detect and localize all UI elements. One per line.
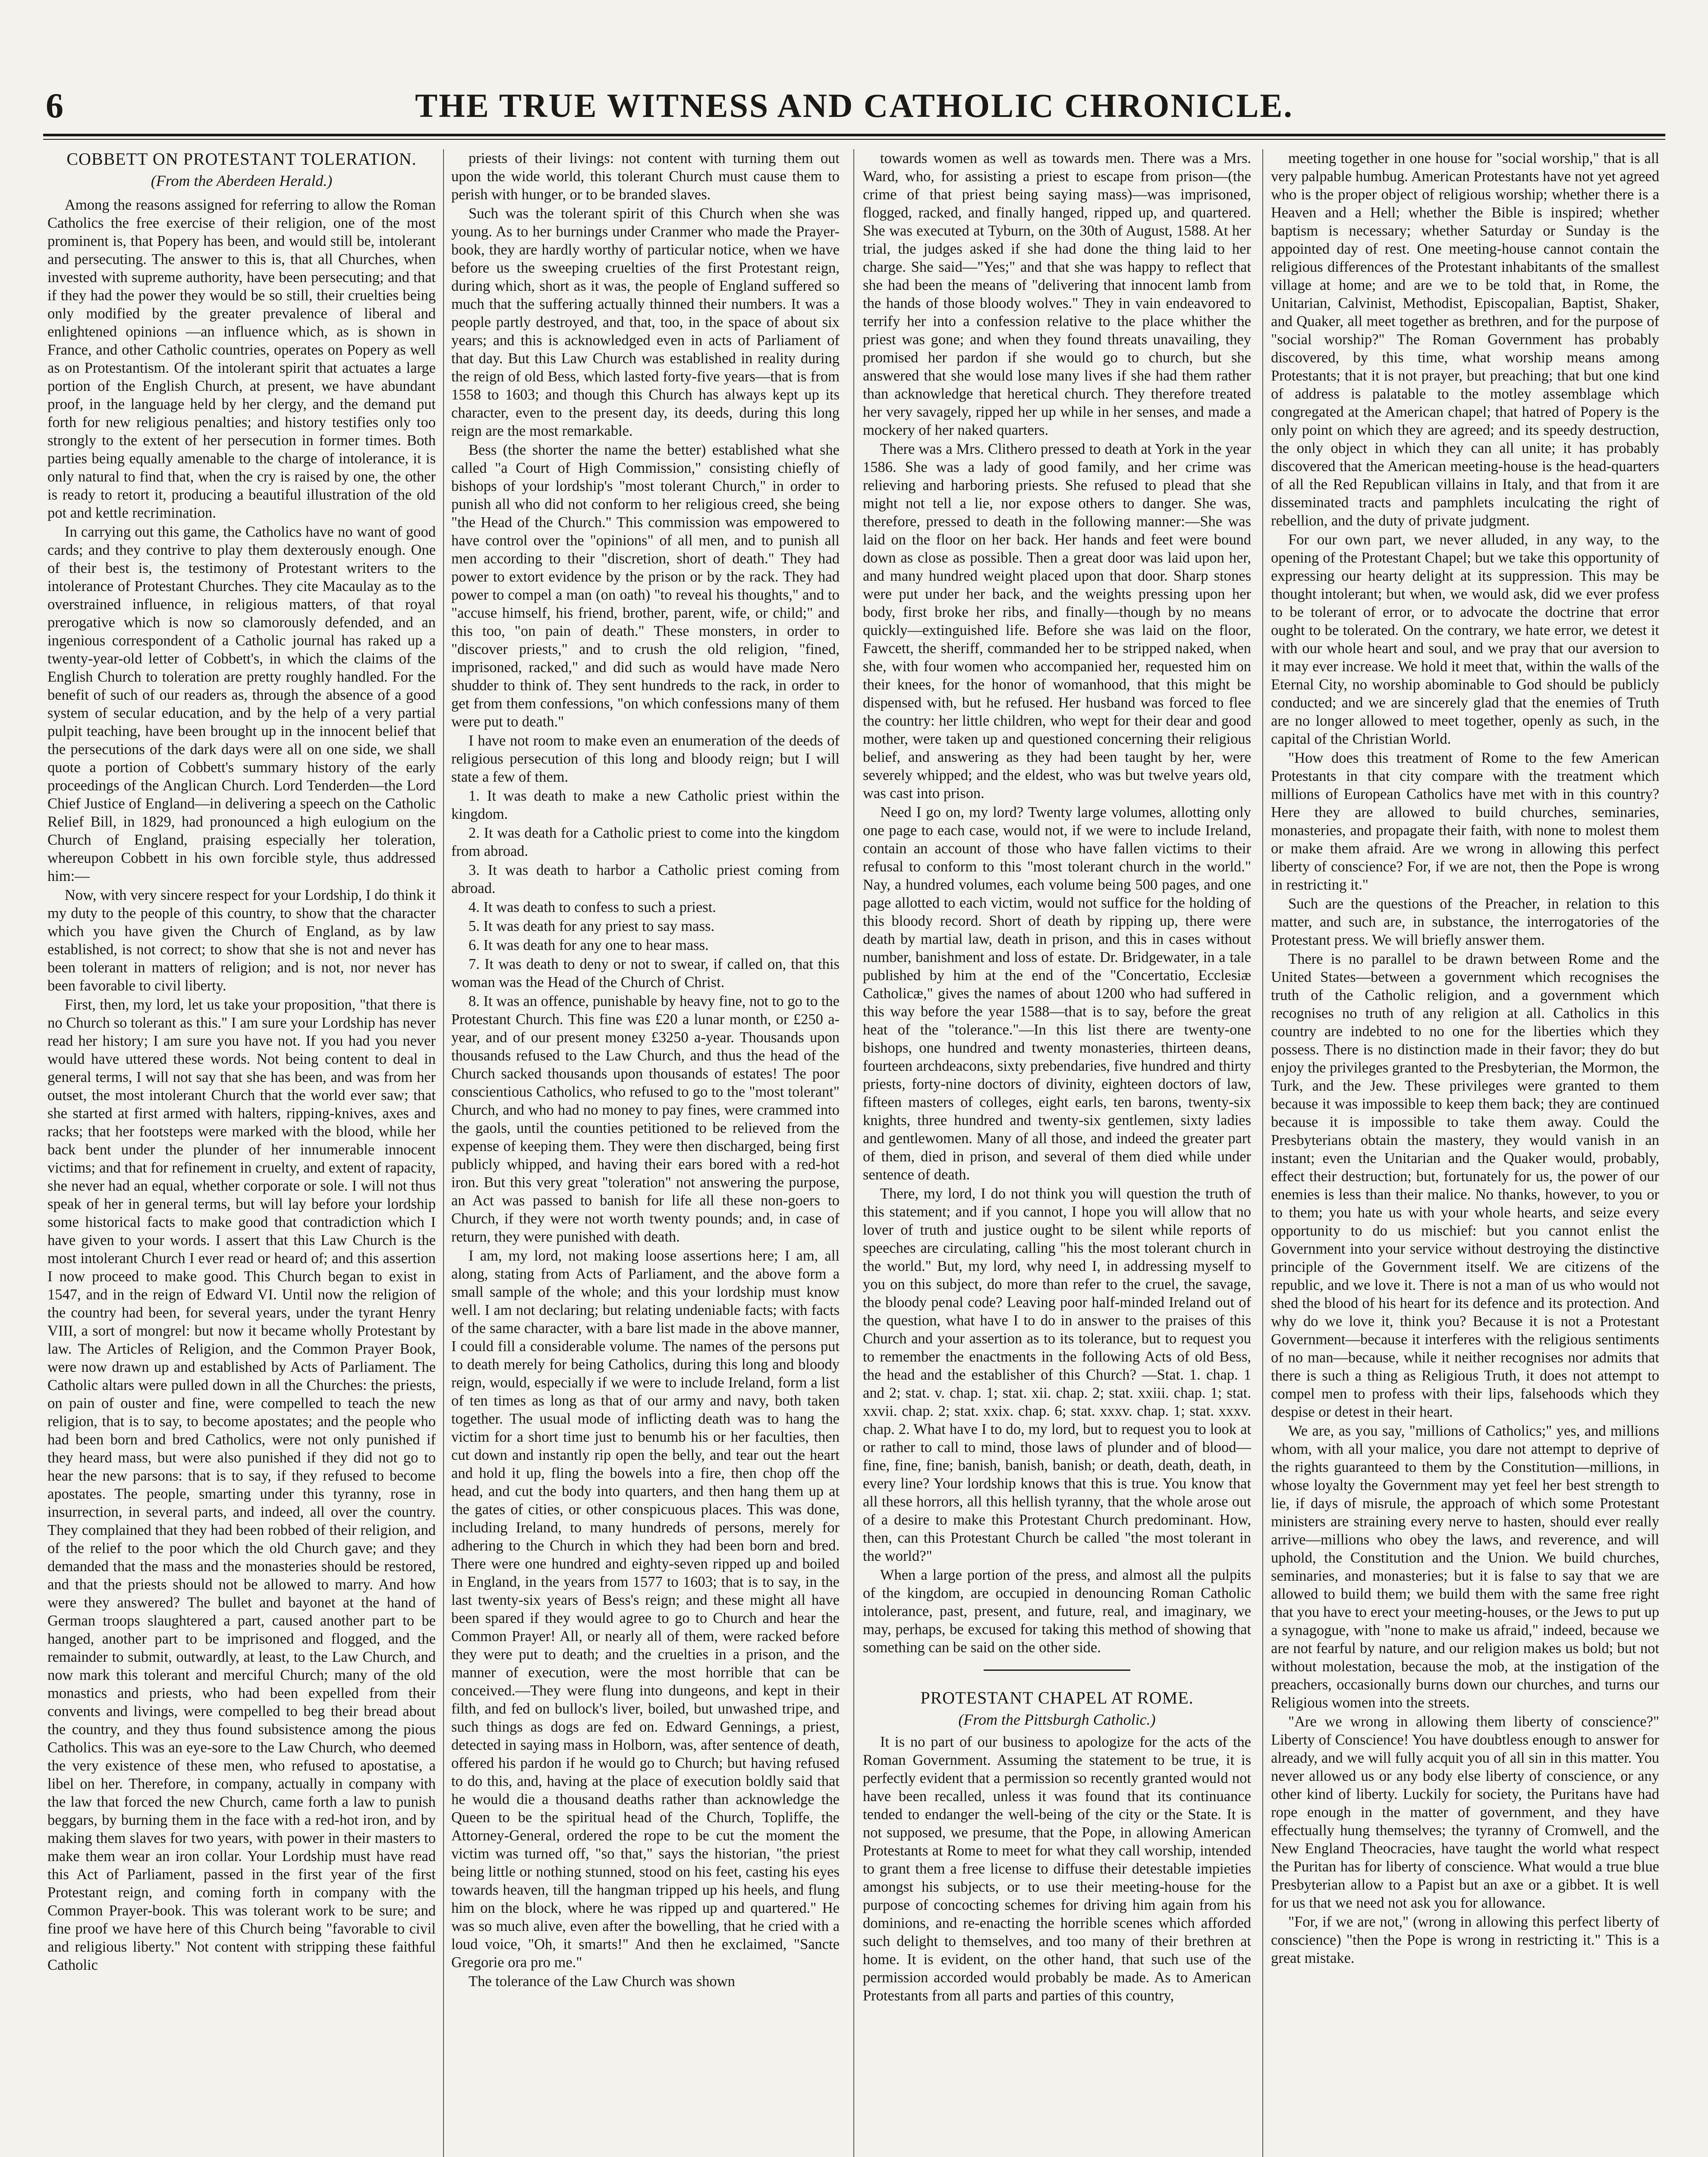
paragraph: 6. It was death for any one to hear mass. bbox=[469, 937, 709, 953]
paragraph: 4. It was death to confess to such a priest. bbox=[469, 899, 716, 915]
column-4 bbox=[1271, 149, 1659, 2157]
paragraph: Now, with very sincere respect for your Lordship, I do think it my duty to the people of this country, to show that the character which you have given the Church of England, as by law established, is not correct; to show that she is not and never has been tolerant in matters of religion; and is not, nor never has been favorable to civil liberty. bbox=[47, 887, 436, 994]
paragraph: We are, as you say, "millions of Catholics;" yes, and millions whom, with all your malice, you dare not attempt to deprive of the rights guaranteed to them by the Constitution—millions, in whose loyalty the Government may yet feel her best strength to lie, if days of misrule, the approach of which some Protestant ministers are straining every nerve to hasten, should ever really arrive—millions who obey the laws, and reverence, and will uphold, the Constitution and the Union. We build churches, seminaries, and monasteries; but it is false to say that we are allowed to build them; we build them with the same free right that you have to erect your meeting-houses, or the Jews to put up a synagogue, with "none to make us afraid," indeed, because we are not fearful by nature, and our religion makes us bold; but not without molestation, because the mob, at the instigation of the preachers, occasionally burns down our churches, and turns our Religious women into the streets. bbox=[1271, 1423, 1659, 1711]
paragraph: 8. It was an offence, punishable by heavy fine, not to go to the Protestant Church. This fine was £20 a lunar month, or £250 a-year, and of our present money £3250 a-year. Thousands upon thousands refused to the Law Church, and thus the head of the Church sacked thousands upon thousands of estates! The poor conscientious Catholics, who refused to go to the "most tolerant" Church, and who had no money to pay fines, were crammed into the gaols, until the counties petitioned to be relieved from the expense of keeping them. They were then discharged, being first publicly whipped, and having their ears bored with a red-hot iron. But this very great "toleration" not answering the purpose, an Act was passed to banish for life all these non-goers to Church, if they were not worth twenty pounds; and, in case of return, they were punished with death. bbox=[451, 993, 840, 1245]
page-number: 6 bbox=[46, 86, 63, 125]
column-2 bbox=[451, 149, 840, 2157]
column-divider bbox=[443, 149, 444, 2157]
paragraph: For our own part, we never alluded, in any way, to the opening of the Protestant Chapel; but we take this opportunity of expressing our hearty delight at its suppression. This may be thought intolerant; but when, we would ask, did we ever profess to be tolerant of error, or to advocate the doctrine that error ought to be tolerated. On the contrary, we hate error, we detest it with our whole heart and soul, and we pray that our aversion to it may ever increase. We hold it meet that, within the walls of the Eternal City, no worship abominable to God should be publicly conducted; and we are sincerely glad that the enemies of Truth are no longer allowed to meet together, openly as such, in the capital of the Christian World. bbox=[1271, 531, 1659, 747]
paragraph: "For, if we are not," (wrong in allowing this perfect liberty of conscience) "then the Pope is wrong in restricting it." This is a great mistake. bbox=[1271, 1914, 1659, 1966]
column-divider bbox=[853, 149, 854, 2157]
paragraph: Such are the questions of the Preacher, in relation to this matter, and such are, in substance, the interrogatories of the Protestant press. We will briefly answer them. bbox=[1271, 896, 1659, 948]
paragraph: 2. It was death for a Catholic priest to come into the kingdom from abroad. bbox=[451, 825, 840, 859]
article-source: (From the Pittsburgh Catholic.) bbox=[958, 1711, 1156, 1728]
newspaper-title: THE TRUE WITNESS AND CATHOLIC CHRONICLE. bbox=[415, 87, 1293, 124]
paragraph: When a large portion of the press, and almost all the pulpits of the kingdom, are occupied in denouncing Roman Catholic intolerance, past, present, and future, real, and imaginary, we may, perhaps, be excused for taking this method of showing that something can be said on the other side. bbox=[863, 1567, 1251, 1656]
paragraph: Such was the tolerant spirit of this Church when she was young. As to her burnings under Cranmer who made the Prayer-book, they are hardly worthy of particular notice, when we have before us the sweeping cruelties of the first Protestant reign, during which, short as it was, the people of England suffered so much that the suffering actually thinned their numbers. It was a people partly destroyed, and that, too, in the space of about six years; and this is acknowledged even in acts of Parliament of that day. But this Law Church was established in reality during the reign of old Bess, which lasted forty-five years—that is from 1558 to 1603; and though this Church has always kept up its character, even to the present day, its deeds, during this long reign are the most remarkable. bbox=[451, 205, 840, 439]
article-body bbox=[451, 149, 840, 1990]
paragraph: Need I go on, my lord? Twenty large volumes, allotting only one page to each case, would not, if we were to include Ireland, contain an account of those who have fallen victims to their refusal to conform to this "most tolerant church in the world." Nay, a hundred volumes, each volume being 500 pages, and one page allotted to each victim, would not suffice for the holding of this bloody record. Short of death by ripping up, there were death by martial law, death in prison, and this in cases without number, banishment and loss of estate. Dr. Bridgewater, in a tale published by him at the end of the "Concertatio, Ecclesiæ Catholicæ," gives the names of about 1200 who had suffered in this way before the year 1588—that is to say, before the great heat of the "tolerance."—In this list there are twenty-one bishops, one hundred and twenty monasteries, thirteen deans, fourteen archdeacons, sixty prebendaries, five hundred and thirty priests, forty-nine doctors of divinity, eighteen doctors of law, fifteen masters of colleges, eight earls, ten barons, twenty-six knights, three hundred and twenty-six gentlemen, sixty ladies and gentlewomen. Many of all those, and indeed the greater part of them, died in prison, and several of them died while under sentence of death. bbox=[863, 804, 1251, 1183]
paragraph: The tolerance of the Law Church was shown bbox=[469, 1973, 735, 1990]
paragraph: towards women as well as towards men. There was a Mrs. Ward, who, for assisting a priest to escape from prison—(the crime of that priest being saying mass)—was imprisoned, flogged, racked, and finally hanged, ripped up, and quartered. She was executed at Tyburn, on the 30th of August, 1588. At her trial, the judges asked if she had done the thing laid to her charge. She said—"Yes;" and that she was happy to reflect that she had been the means of "delivering that innocent lamb from the hands of those bloody wolves." They in vain endeavored to terrify her into a confession relative to the place whither the priest was gone; and when they found threats unavailing, they promised her pardon if she would go to church, but she answered that she would lose many lives if she had them rather than acknowledge that heretical church. They therefore treated her very savagely, ripped her up while in her senses, and made a mockery of her naked quarters. bbox=[863, 150, 1251, 438]
paragraph: meeting together in one house for "social worship," that is all very palpable humbug. American Protestants have not yet agreed who is the proper object of religious worship; whether there is a Heaven and a Hell; whether the Bible is inspired; whether baptism is necessary; whether Saturday or Sunday is the appointed day of rest. One meeting-house cannot contain the religious differences of the Protestant inhabitants of the smallest village at home; and are we to be told that, in Rome, the Unitarian, Calvinist, Methodist, Episcopalian, Baptist, Shaker, and Quaker, all meet together as brethren, and for the purpose of "social worship?" The Roman Government has probably discovered, by this time, what worship means among Protestants; that it is not prayer, but preaching; that but one kind of address is palatable to the motley assemblage which congregated at the American chapel; that hatred of Popery is the only point on which they are agreed; and its speedy destruction, the only object in which they can all unite; it has probably discovered that the American meeting-house is the head-quarters of all the Red Republican villains in Italy, and that from it are disseminated tracts and pamphlets inculcating the right of rebellion, and the duty of private judgment. bbox=[1271, 150, 1659, 529]
masthead-rule-thin bbox=[43, 139, 1665, 140]
article-headline: COBBETT ON PROTESTANT TOLERATION. bbox=[66, 149, 417, 169]
paragraph: It is no part of our business to apologize for the acts of the Roman Government. Assuming the statement to be true, it is perfectly evident that a permission so recently granted would not have been recalled, unless it was found that its continuance tended to endanger the well-being of the city or the State. It is not supposed, we presume, that the Pope, in allowing American Protestants at Rome to meet for what they call worship, intended to grant them a free license to diffuse their detestable impieties amongst his subjects, or to use their meeting-house for the purpose of concocting schemes for driving him again from his dominions, and re-enacting the horrible scenes which afforded such delight to themselves, and too many of their brethren at home. It is evident, on the other hand, that such use of the permission accorded would probably be made. As to American Protestants from all parts and parties of this country, bbox=[863, 1734, 1251, 2004]
paragraph: In carrying out this game, the Catholics have no want of good cards; and they contrive to play them dexterously enough. One of their best is, the testimony of Protestant writers to the intolerance of Protestant Churches. They cite Macaulay as to the overstrained influence, in religious matters, of that royal prerogative which is now so clamorously defended, and an ingenious correspondent of a Catholic journal has raked up a twenty-year-old letter of Cobbett's, in which the claims of the English Church to toleration are pretty roughly handled. For the benefit of such of our readers as, through the absence of a good system of secular education, and by the help of a very partial pulpit teaching, have been brought up in the innocent belief that the persecutions of the dark days were all on one side, we shall quote a portion of Cobbett's summary history of the early proceedings of the Anglican Church. Lord Tenderden—the Lord Chief Justice of England—in delivering a speech on the Catholic Relief Bill, in 1829, had pronounced a high eulogium on the Church of England, praising especially her toleration, whereupon Cobbett in his own forcible style, thus addressed him:— bbox=[47, 524, 436, 884]
masthead bbox=[43, 82, 1665, 129]
article-body bbox=[863, 149, 1251, 1657]
paragraph: I am, my lord, not making loose assertions here; I am, all along, stating from Acts of Parliament, and the above form a small sample of the whole; and this your lordship must know well. I am not declaring; but relating undeniable facts; with facts of the same character, with a bare list made in the above manner, I could fill a considerable volume. The names of the persons put to death merely for being Catholics, during this long and bloody reign, would, especially if we were to include Ireland, form a list of ten times as long as that of our army and navy, both taken together. The usual mode of inflicting death was to hang the victim for a short time just to benumb his or her faculties, then cut down and instantly rip open the belly, and tear out the heart and hold it up, fling the bowels into a fire, then chop off the head, and cut the body into quarters, and then hang them up at the gates of cities, or other conspicuous places. This was done, including Ireland, to many hundreds of persons, merely for adhering to the Church in which they had been born and bred. There were one hundred and eighty-seven ripped up and boiled in England, in the years from 1577 to 1603; that is to say, in the last twenty-six years of Bess's reign; and these might all have been spared if they would agree to go to Church and hear the Common Prayer! All, or nearly all of them, were racked before they were put to death; and the cruelties in a prison, and the manner of execution, were the most horrible that can be conceived.—They were flung into dungeons, and kept in their filth, and fed on bullock's liver, boiled, but unwashed tripe, and such things as dogs are fed on. Edward Gennings, a priest, detected in saying mass in Holborn, was, after sentence of death, offered his pardon if he would go to Church; but having refused to do this, and, having at the place of execution boldly said that he would die a thousand deaths rather than acknowledge the Queen to be the spiritual head of the Church, Topliffe, the Attorney-General, ordered the rope to be cut the moment the victim was turned off, "so that," says the historian, "the priest being little or nothing stunned, stood on his feet, casting his eyes towards heaven, till the hangman tripped up his heels, and flung him on the block, where he was ripped up and quartered." He was so much alive, even after the bowelling, that he cried with a loud voice, "Oh, it smarts!" And then he exclaimed, "Sancte Gregorie ora pro me." bbox=[451, 1248, 840, 1971]
paragraph: There was a Mrs. Clithero pressed to death at York in the year 1586. She was a lady of good family, and her crime was relieving and harboring priests. She refused to plead that she might not tell a lie, nor expose others to danger. She was, therefore, pressed to death in the following manner:—She was laid on the floor on her back. Her hands and feet were bound down as close as possible. Then a great door was laid upon her, and many hundred weight placed upon that door. Sharp stones were put under her back, and the weights pressing upon her body, first broke her ribs, and finally—though by no means quickly—extinguished life. Before she was laid on the floor, Fawcett, the sheriff, commanded her to be stripped naked, when she, with four women who accompanied her, requested him on their knees, for the honor of womanhood, that this might be dispensed with, but he refused. Her husband was forced to flee the country: her little children, who wept for their dear and good mother, were taken up and questioned concerning their religious belief, and answering as they had been taught by her, were severely whipped; and the eldest, who was but twelve years old, was cast into prison. bbox=[863, 441, 1251, 802]
column-divider bbox=[1262, 149, 1263, 2157]
article-body bbox=[863, 1733, 1251, 2005]
paragraph: 7. It was death to deny or not to swear, if called on, that this woman was the Head of the Church of Christ. bbox=[451, 956, 840, 990]
paragraph: 5. It was death for any priest to say mass. bbox=[469, 918, 715, 934]
paragraph: Among the reasons assigned for referring to allow the Roman Catholics the free exercise of their religion, one of the most prominent is, that Popery has been, and would still be, intolerant and persecuting. The answer to this is, that all Churches, when invested with supreme authority, have been persecuting; and that if they had the power they would be so still, their cruelties being only modified by the greater prevalence of liberal and enlightened opinions —an influence which, as is shown in France, and other Catholic countries, operates on Popery as well as on Protestantism. Of the intolerant spirit that actuates a large portion of the English Church, at present, we have abundant proof, in the language held by her clergy, and the demand put forth for new religious penalties; and history testifies only too strongly to the extent of her persecution in former times. Both parties being equally amenable to the charge of intolerance, it is only natural to find that, when the cry is raised by one, the other is ready to retort it, producing a beautiful illustration of the old pot and kettle recrimination. bbox=[47, 197, 436, 521]
paragraph: "Are we wrong in allowing them liberty of conscience?" Liberty of Conscience! You have doubtless enough to answer for already, and we will fully acquit you of all sin in this matter. You never allowed us or any body else liberty of conscience, or any other kind of liberty. Luckily for society, the Puritans have had rope enough in the matter of government, and they have effectually hung themselves; the tyranny of Cromwell, and the New England Theocracies, have taught the world what respect the Puritan has for liberty of conscience. What would a true blue Presbyterian allow to a Papist but an axe or a gibbet. It is well for us that we need not ask you for allowance. bbox=[1271, 1714, 1659, 1911]
paragraph: 3. It was death to harbor a Catholic priest coming from abroad. bbox=[451, 862, 840, 896]
paragraph: I have not room to make even an enumeration of the deeds of religious persecution of this long and bloody reign; but I will state a few of them. bbox=[451, 733, 840, 785]
paragraph: Bess (the shorter the name the better) established what she called "a Court of High Commission," consisting chiefly of bishops of your lordship's "most tolerant Church," in order to punish all who did not conform to her religious creed, she being "the Head of the Church." This commission was empowered to have control over the "opinions" of all men, and to punish all men according to their "discretion, short of death." They had power to extort evidence by the prison or by the rack. They had power to compel a man (on oath) "to reveal his thoughts," and to "accuse himself, his friend, brother, parent, wife, or child;" and this too, "on pain of death." These monsters, in order to "discover priests," and to crush the old religion, "fined, imprisoned, racked," and did such as would have made Nero shudder to think of. They sent hundreds to the rack, in order to get from them confessions, "on which confessions many of them were put to death." bbox=[451, 442, 840, 730]
paragraph: There, my lord, I do not think you will question the truth of this statement; and if you cannot, I hope you will allow that no lover of truth and justice ought to be silent while reports of speeches are circulating, calling "his the most tolerant church in the world." But, my lord, why need I, in addressing myself to you on this subject, do more than refer to the cruel, the savage, the bloody penal code? Leaving poor half-minded Ireland out of the question, what have I to do in answer to the praises of this Church and your assertion as to its tolerance, but to request you to remember the enactments in the following Acts of old Bess, the head and the establisher of this Church? —Stat. 1. chap. 1 and 2; stat. v. chap. 1; stat. xii. chap. 2; stat. xxiii. chap. 1; stat. xxvii. chap. 2; stat. xxix. chap. 6; stat. xxxv. chap. 1; stat. xxxv. chap. 2. What have I to do, my lord, but to request you to look at or rather to call to mind, those laws of plunder and of blood—fine, fine, fine; banish, banish, banish; or death, death, death, in every line? Your lordship knows that this is true. You know that all these horrors, all this hellish tyranny, that the whole arose out of a desire to make this Protestant Church predominant. How, then, can this Protestant Church be called "the most tolerant in the world?" bbox=[863, 1185, 1251, 1564]
article-source: (From the Aberdeen Herald.) bbox=[151, 172, 333, 189]
article-body bbox=[1271, 149, 1659, 1967]
paragraph: There is no parallel to be drawn between Rome and the United States—between a government which recognises the truth of the Catholic religion, and a government which recognises no truth of any religion at all. Catholics in this country are indebted to no one for the liberties which they possess. There is no distinction made in their favor; they do but enjoy the privileges granted to the Presbyterian, the Mormon, the Turk, and the Jew. These privileges were granted to them because it was impossible to keep them back; they are continued because it is impossible to take them away. Could the Presbyterians obtain the mastery, they would vanish in an instant; even the Unitarian and the Quaker would, probably, effect their destruction; but, fortunately for us, the power of our enemies is less than their malice. No thanks, however, to you or to them; you hate us with your whole hearts, and seize every opportunity to do us mischief: but you cannot enlist the Government into your service without destroying the distinctive principle of the Government itself. We are citizens of the republic, and we love it. There is not a man of us who would not shed the blood of his heart for its defence and its protection. And why do we love it, think you? Because it is not a Protestant Government—because it interferes with the religious sentiments of no man—because, while it neither recognises nor admits that there is such a thing as Religious Truth, it does not attempt to compel men to profess with their lips, falsehoods which they despise or detest in their heart. bbox=[1271, 951, 1659, 1420]
masthead-rule bbox=[43, 134, 1665, 136]
article-headline: PROTESTANT CHAPEL AT ROME. bbox=[920, 1688, 1194, 1707]
section-rule bbox=[984, 1670, 1130, 1671]
paragraph: "How does this treatment of Rome to the few American Protestants in that city compare with the treatment which millions of European Catholics have met with in this country? Here they are allowed to build churches, seminaries, monasteries, and propagate their faith, with none to molest them or make them afraid. Are we wrong in allowing this perfect liberty of conscience? For, if we are not, then the Pope is wrong in restricting it." bbox=[1271, 750, 1659, 893]
article-body bbox=[47, 196, 436, 1974]
column-3 bbox=[863, 149, 1251, 2157]
paragraph: First, then, my lord, let us take your proposition, "that there is no Church so tolerant as this." I am sure your Lordship has never read her history; I am sure you have not. If you had you never would have uttered these words. Not being content to deal in general terms, I will not say that she has been, and was from her outset, the most intolerant Church that the world ever saw; that she started at first armed with halters, ripping-knives, axes and racks; that her footsteps were marked with the blood, while her back bent under the plunder of her innumerable innocent victims; and that for refinement in cruelty, and extent of rapacity, she never had an equal, whether corporate or sole. I will not thus speak of her in general terms, but will lay before your lordship some historical facts to make good that contradiction which I have given to your words. I assert that this Law Church is the most intolerant Church I ever read or heard of; and this assertion I now proceed to make good. This Church began to exist in 1547, and in the reign of Edward VI. Until now the religion of the country had been, for several years, under the tyrant Henry VIII, a sort of mongrel: but now it became wholly Protestant by law. The Articles of Religion, and the Common Prayer Book, were now drawn up and established by Acts of Parliament. The Catholic altars were pulled down in all the Churches: the priests, on pain of ouster and fine, were compelled to teach the new religion, that is to say, to become apostates; and the people who had been born and bred Catholics, were not only punished if they heard mass, but were also punished if they did not go to hear the new parsons: that is to say, if they refused to become apostates. The people, smarting under this tyranny, rose in insurrection, in several parts, and indeed, all over the country. They complained that they had been robbed of their religion, and of the relief to the poor which the old Church gave; and they demanded that the mass and the monasteries should be restored, and that the priests should not be allowed to marry. And how were they answered? The bullet and bayonet at the hand of German troops slaughtered a part, caused another part to be hanged, another part to be imprisoned and flogged, and the remainder to submit, outwardly, at least, to the Law Church, and now mark this tolerant and merciful Church; many of the old monastics and priests, who had been expelled from their convents and livings, were compelled to beg their bread about the country, and they thus found subsistence among the pious Catholics. This was an eye-sore to the Law Church, who deemed the very existence of these men, who refused to apostatise, a libel on her. Therefore, in company, actually in company with the law that forced the new Church, came forth a law to punish beggars, by burning them in the face with a red-hot iron, and by making them slaves for two years, with power in their masters to make them wear an iron collar. Your Lordship must have read this Act of Parliament, passed in the first year of the first Protestant reign, and coming forth in company with the Common Prayer-book. This was tolerant work to be sure; and fine proof we have here of this Church being "favorable to civil and religious liberty." Not content with stripping these faithful Catholic bbox=[47, 997, 436, 1973]
paragraph: priests of their livings: not content with turning them out upon the wide world, this tolerant Church must cause them to perish with hunger, or to be branded slaves. bbox=[451, 150, 840, 203]
column-1 bbox=[47, 149, 436, 2157]
paragraph: 1. It was death to make a new Catholic priest within the kingdom. bbox=[451, 788, 840, 822]
